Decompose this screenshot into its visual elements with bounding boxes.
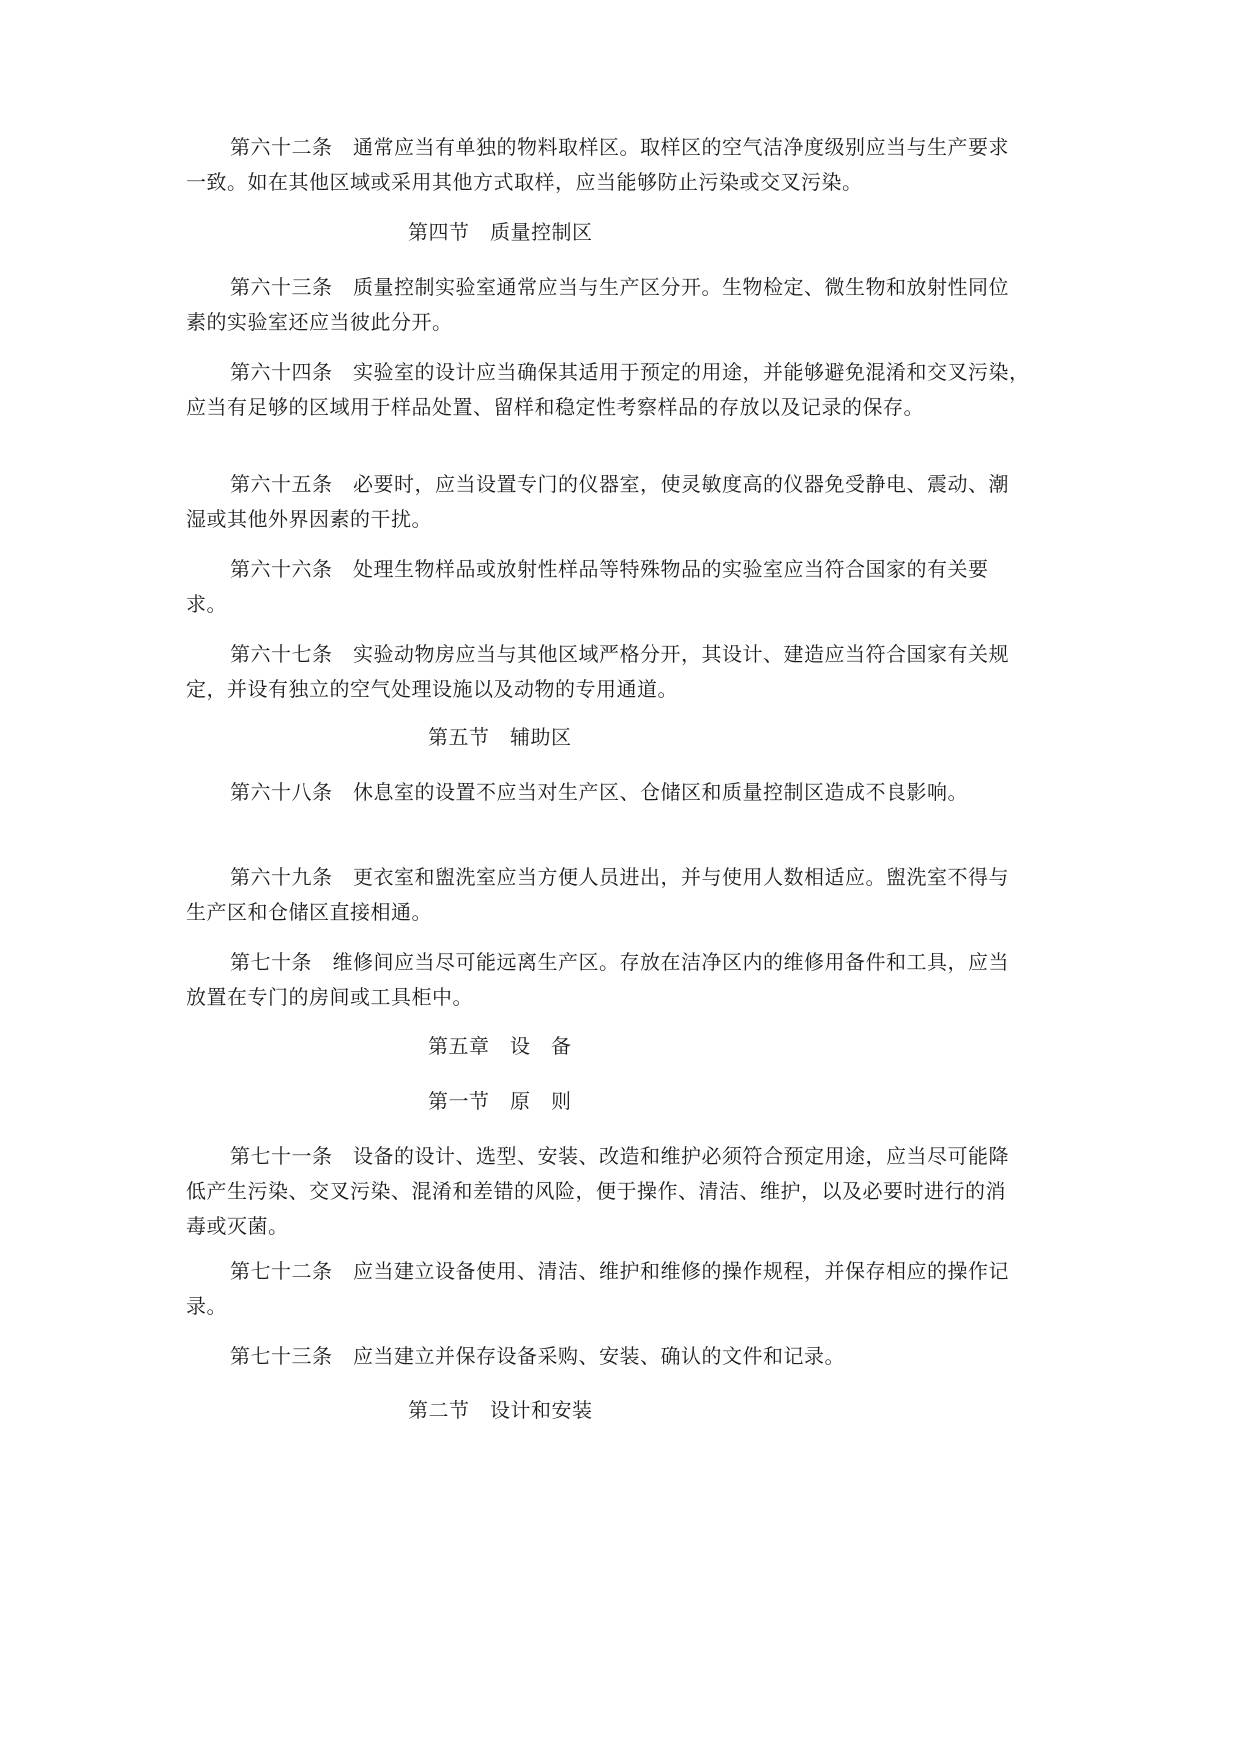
- article-68-line-1: 第六十八条 休息室的设置不应当对生产区、仓储区和质量控制区造成不良影响。: [230, 780, 968, 804]
- section-1-heading: 第一节 原 则: [428, 1089, 572, 1113]
- article-73: [186, 1339, 1066, 1374]
- article-71-line-1: 第七十一条 设备的设计、选型、安装、改造和维护必须符合预定用途，应当尽可能降: [230, 1144, 1009, 1168]
- article-67: [186, 637, 1066, 707]
- article-70-line-2: 放置在专门的房间或工具柜中。: [186, 985, 473, 1009]
- article-64: [186, 355, 1066, 425]
- article-66: [186, 552, 1066, 622]
- article-65-line-2: 湿或其他外界因素的干扰。: [186, 507, 432, 531]
- section-2-heading: 第二节 设计和安装: [408, 1398, 593, 1422]
- article-69-line-2: 生产区和仓储区直接相通。: [186, 900, 432, 924]
- article-71-line-3: 毒或灭菌。: [186, 1214, 289, 1238]
- article-71-line-2: 低产生污染、交叉污染、混淆和差错的风险，便于操作、清洁、维护，以及必要时进行的消: [186, 1179, 1006, 1203]
- article-65: [186, 467, 1066, 537]
- article-67-line-1: 第六十七条 实验动物房应当与其他区域严格分开，其设计、建造应当符合国家有关规: [230, 642, 1009, 666]
- article-64-line-1: 第六十四条 实验室的设计应当确保其适用于预定的用途，并能够避免混淆和交叉污染，: [230, 360, 1030, 384]
- article-69: [186, 860, 1066, 930]
- article-71: [186, 1139, 1066, 1244]
- article-65-line-1: 第六十五条 必要时，应当设置专门的仪器室，使灵敏度高的仪器免受静电、震动、潮: [230, 472, 1009, 496]
- article-62-line-2: 一致。如在其他区域或采用其他方式取样，应当能够防止污染或交叉污染。: [186, 170, 863, 194]
- article-72: [186, 1254, 1066, 1324]
- section-4-heading: 第四节 质量控制区: [408, 220, 593, 244]
- article-70: [186, 945, 1066, 1015]
- article-63: [186, 270, 1066, 340]
- article-62-line-1: 第六十二条 通常应当有单独的物料取样区。取样区的空气洁净度级别应当与生产要求: [230, 135, 1009, 159]
- article-70-line-1: 第七十条 维修间应当尽可能远离生产区。存放在洁净区内的维修用备件和工具，应当: [230, 950, 1009, 974]
- article-73-line-1: 第七十三条 应当建立并保存设备采购、安装、确认的文件和记录。: [230, 1344, 845, 1368]
- article-66-line-2: 求。: [186, 592, 227, 616]
- article-69-line-1: 第六十九条 更衣室和盥洗室应当方便人员进出，并与使用人数相适应。盥洗室不得与: [230, 865, 1009, 889]
- article-72-line-2: 录。: [186, 1294, 227, 1318]
- section-5-heading: 第五节 辅助区: [428, 725, 572, 749]
- article-67-line-2: 定，并设有独立的空气处理设施以及动物的专用通道。: [186, 677, 678, 701]
- article-63-line-1: 第六十三条 质量控制实验室通常应当与生产区分开。生物检定、微生物和放射性同位: [230, 275, 1009, 299]
- article-66-line-1: 第六十六条 处理生物样品或放射性样品等特殊物品的实验室应当符合国家的有关要: [230, 557, 989, 581]
- article-64-line-2: 应当有足够的区域用于样品处置、留样和稳定性考察样品的存放以及记录的保存。: [186, 395, 924, 419]
- chapter-5-heading: 第五章 设 备: [428, 1034, 572, 1058]
- article-62: [186, 130, 1066, 200]
- article-72-line-1: 第七十二条 应当建立设备使用、清洁、维护和维修的操作规程，并保存相应的操作记: [230, 1259, 1009, 1283]
- article-68: [186, 775, 1066, 810]
- article-63-line-2: 素的实验室还应当彼此分开。: [186, 310, 453, 334]
